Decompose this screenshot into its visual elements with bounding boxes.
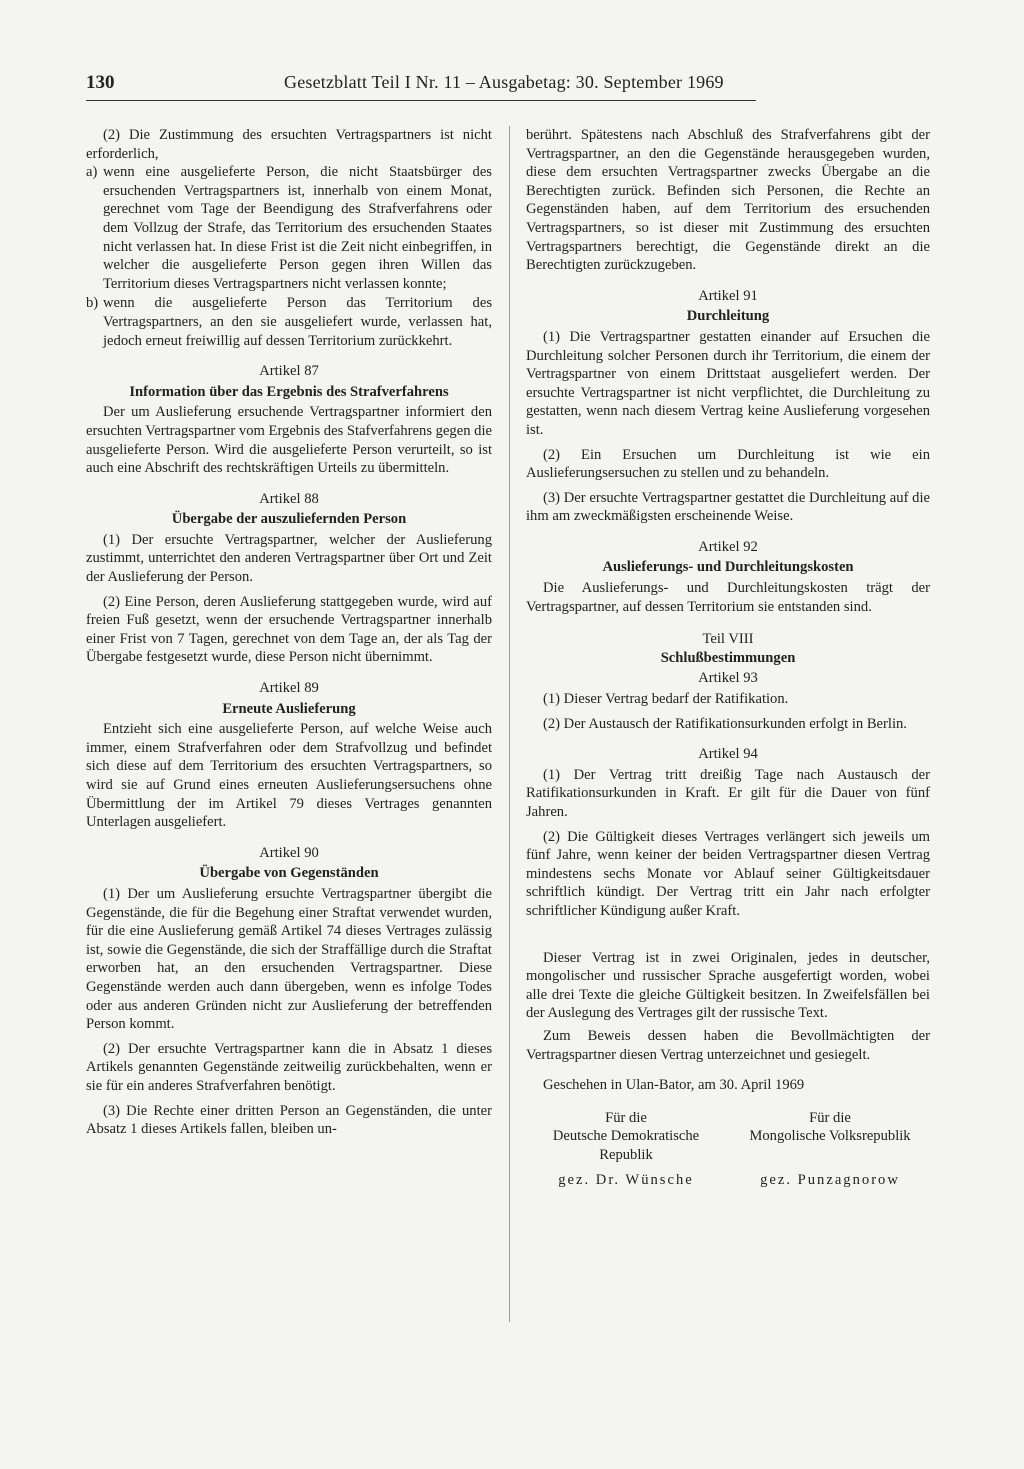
article-number: Artikel 93 bbox=[698, 670, 758, 687]
page-header bbox=[86, 70, 756, 101]
spacer bbox=[730, 1146, 930, 1165]
paragraph: Entzieht sich eine ausgelieferte Person, auf welche Weise auch immer, einem Strafverfahren oder dem Strafvollzug und befindet sich diese auf dem Territorium des ersuchten Vertragspartners, so wird sie auf Grund eines erneuten Auslieferungsersuchens ohne Übermittlung der im Artikel 79 dieses Vertrages genannten Unterlagen ausgeliefert. bbox=[86, 721, 492, 831]
list-text: wenn eine ausgelieferte Person, die nicht Staatsbürger des ersuchenden Vertragspartners ist, innerhalb von einem Monat, gerechnet vom Tage der Beendigung des Strafverfahrens oder dem Vollzug der Strafe, das Territorium des ersuchenden Staates nicht verlassen hat. In diese Frist ist die Zeit nicht einbegriffen, in welcher die ausgelieferte Person gegen ihren Willen das Territorium dieses Vertragspartners nicht verlassen konnte; bbox=[103, 164, 492, 292]
article-number: Artikel 88 bbox=[259, 490, 319, 507]
article-title: Auslieferungs- und Durchleitungskosten bbox=[602, 559, 854, 576]
list-item bbox=[86, 294, 492, 350]
running-title: Gesetzblatt Teil I Nr. 11 – Ausgabetag: 30. September 1969 bbox=[284, 72, 724, 92]
paragraph: (2) Die Gültigkeit dieses Vertrages verlängert sich jeweils um fünf Jahre, wenn keiner der beiden Vertragspartner diesen Vertrag mindestens sechs Monate vor Ablauf seiner Gültigkeitsdauer schriftlich kündigt. Der Vertrag tritt ein Jahr nach erfolgter schriftlicher Kündigung außer Kraft. bbox=[526, 828, 930, 919]
signatory-name: gez. Punzagnorow bbox=[760, 1171, 900, 1188]
signature-for: Für die bbox=[605, 1109, 647, 1126]
signature-state: Republik bbox=[599, 1146, 653, 1163]
list-text: wenn die ausgelieferte Person das Territorium des Vertragspartners, an den sie ausgeliefert wurde, verlassen hat, jedoch erneut freiwillig auf dessen Territorium zurückkehrt. bbox=[103, 295, 492, 349]
paragraph: (1) Die Vertragspartner gestatten einander auf Ersuchen die Durchleitung solcher Personen durch ihr Territorium, die einem der Vertragspartner von einem Drittstaat ausgeliefert werden. Der ersuchte Vertragspartner ist nicht verpflichtet, die Durchleitung zu gestatten, wenn nach diesem Vertrag keine Auslieferung vorgesehen ist. bbox=[526, 328, 930, 438]
paragraph: (2) Eine Person, deren Auslieferung stattgegeben wurde, wird auf freien Fuß gesetzt, wenn der ersuchende Vertragspartner innerhalb einer Frist von 7 Tagen, gerechnet von dem Tage an, der als Tag der Übergabe festgesetzt wurde, diese Person nicht übernimmt. bbox=[86, 593, 492, 666]
closing-paragraph: Zum Beweis dessen haben die Bevollmächtigten der Vertragspartner diesen Vertrag unterzeichnet und gesiegelt. bbox=[526, 1027, 930, 1063]
article-title: Übergabe der auszuliefernden Person bbox=[171, 511, 407, 528]
list-item bbox=[86, 163, 492, 293]
paragraph: berührt. Spätestens nach Abschluß des Strafverfahrens gibt der Vertragspartner, an den die Gegenstände herausgegeben wurden, diese dem ersuchten Vertragspartner zwecks Übergabe an die Berechtigten zurück. Befinden sich Personen, die Rechte an Gegenständen haben, auf dem Territorium des ersuchenden Vertragspartners, so ist dieser mit Zustimmung des ersuchten Vertragspartners berechtigt, die Gegenstände direkt an die Berechtigten zurückzugeben. bbox=[526, 127, 930, 274]
page-number: 130 bbox=[86, 72, 115, 93]
article-number: Artikel 92 bbox=[698, 538, 758, 555]
signature-state: Mongolische Volksrepublik bbox=[749, 1128, 911, 1145]
paragraph: Der um Auslieferung ersuchende Vertragspartner informiert den ersuchten Vertragspartner vom Ergebnis des Stafverfahrens gegen die ausgelieferte Person. Wird die ausgelieferte Person verurteilt, so ist auch eine Abschrift des rechtskräftigen Urteils zu übermitteln. bbox=[86, 404, 492, 477]
article-title: Information über das Ergebnis des Strafverfahrens bbox=[129, 383, 449, 400]
closing-paragraph: Dieser Vertrag ist in zwei Originalen, jedes in deutscher, mongolischer und russischer Sprache ausgefertigt worden, wobei alle drei Texte die gleiche Gültigkeit besitzen. In Zweifelsfällen bei der Auslegung des Vertrages gilt der russische Text. bbox=[526, 949, 930, 1022]
article-number: Artikel 94 bbox=[698, 746, 758, 763]
right-column bbox=[526, 126, 930, 1189]
list-marker: b) bbox=[86, 295, 99, 312]
article-title: Durchleitung bbox=[686, 308, 770, 325]
signature-state: Deutsche Demokratische bbox=[552, 1128, 700, 1145]
spacer bbox=[526, 927, 930, 949]
paragraph: (1) Der um Auslieferung ersuchte Vertragspartner übergibt die Gegenstände, die für die Begehung einer Straftat verwendet wurden, für die eine Auslieferung gemäß Artikel 74 dieses Vertrages zulässig ist, sowie die Gegenstände, die sich der Straffällige durch die Straftat erworben hat, an den ersuchenden Vertragspartner. Diese Gegenstände werden auch dann übergeben, wenn es infolge Todes oder aus anderen Gründen nicht zur Auslieferung der betreffenden Person kommt. bbox=[86, 885, 492, 1033]
paragraph: (2) Der ersuchte Vertragspartner kann die in Absatz 1 dieses Artikels genannten Gegenstände zeitweilig zurückbehalten, wenn er sie für ein anderes Strafverfahren benötigt. bbox=[86, 1040, 492, 1094]
signature-for: Für die bbox=[809, 1109, 851, 1126]
left-column bbox=[86, 126, 492, 1145]
article-title: Übergabe von Gegenständen bbox=[199, 865, 379, 882]
article-number: Artikel 91 bbox=[698, 287, 758, 304]
article-title: Erneute Auslieferung bbox=[222, 700, 356, 717]
paragraph: Die Auslieferungs- und Durchleitungskosten trägt der Vertragspartner, auf dessen Territorium sie entstanden sind. bbox=[526, 580, 930, 615]
signature-left bbox=[526, 1109, 726, 1189]
signatory-name: gez. Dr. Wünsche bbox=[558, 1171, 694, 1188]
signature-block bbox=[526, 1109, 930, 1189]
paragraph: (1) Der ersuchte Vertragspartner, welcher der Auslieferung zustimmt, unterrichtet den anderen Vertragspartner über Ort und Zeit der Auslieferung der Person. bbox=[86, 531, 492, 586]
paragraph: (1) Der Vertrag tritt dreißig Tage nach Austausch der Ratifikationsurkunden in Kraft. Er gilt für die Dauer von fünf Jahren. bbox=[526, 766, 930, 820]
list-marker: a) bbox=[86, 164, 98, 181]
article-number: Artikel 87 bbox=[259, 363, 319, 380]
part-title: Schlußbestimmungen bbox=[660, 649, 796, 666]
paragraph: (3) Der ersuchte Vertragspartner gestattet die Durchleitung auf die ihm am zweckmäßigsten erscheinende Weise. bbox=[526, 489, 930, 525]
article-number: Artikel 90 bbox=[259, 844, 319, 861]
paragraph: (3) Die Rechte einer dritten Person an Gegenständen, die unter Absatz 1 dieses Artikels fallen, bleiben un- bbox=[86, 1102, 492, 1138]
part-number: Teil VIII bbox=[702, 631, 754, 648]
signature-right bbox=[730, 1109, 930, 1189]
place-and-date: Geschehen in Ulan-Bator, am 30. April 1969 bbox=[543, 1077, 805, 1094]
paragraph: (2) Der Austausch der Ratifikationsurkunden erfolgt in Berlin. bbox=[543, 715, 907, 732]
paragraph: (2) Ein Ersuchen um Durchleitung ist wie ein Auslieferungsersuchen zu stellen und zu behandeln. bbox=[526, 446, 930, 482]
paragraph: (1) Dieser Vertrag bedarf der Ratifikation. bbox=[543, 691, 789, 708]
column-divider bbox=[509, 126, 510, 1322]
article-number: Artikel 89 bbox=[259, 680, 319, 697]
paragraph: (2) Die Zustimmung des ersuchten Vertragspartners ist nicht erforderlich, bbox=[86, 127, 492, 162]
